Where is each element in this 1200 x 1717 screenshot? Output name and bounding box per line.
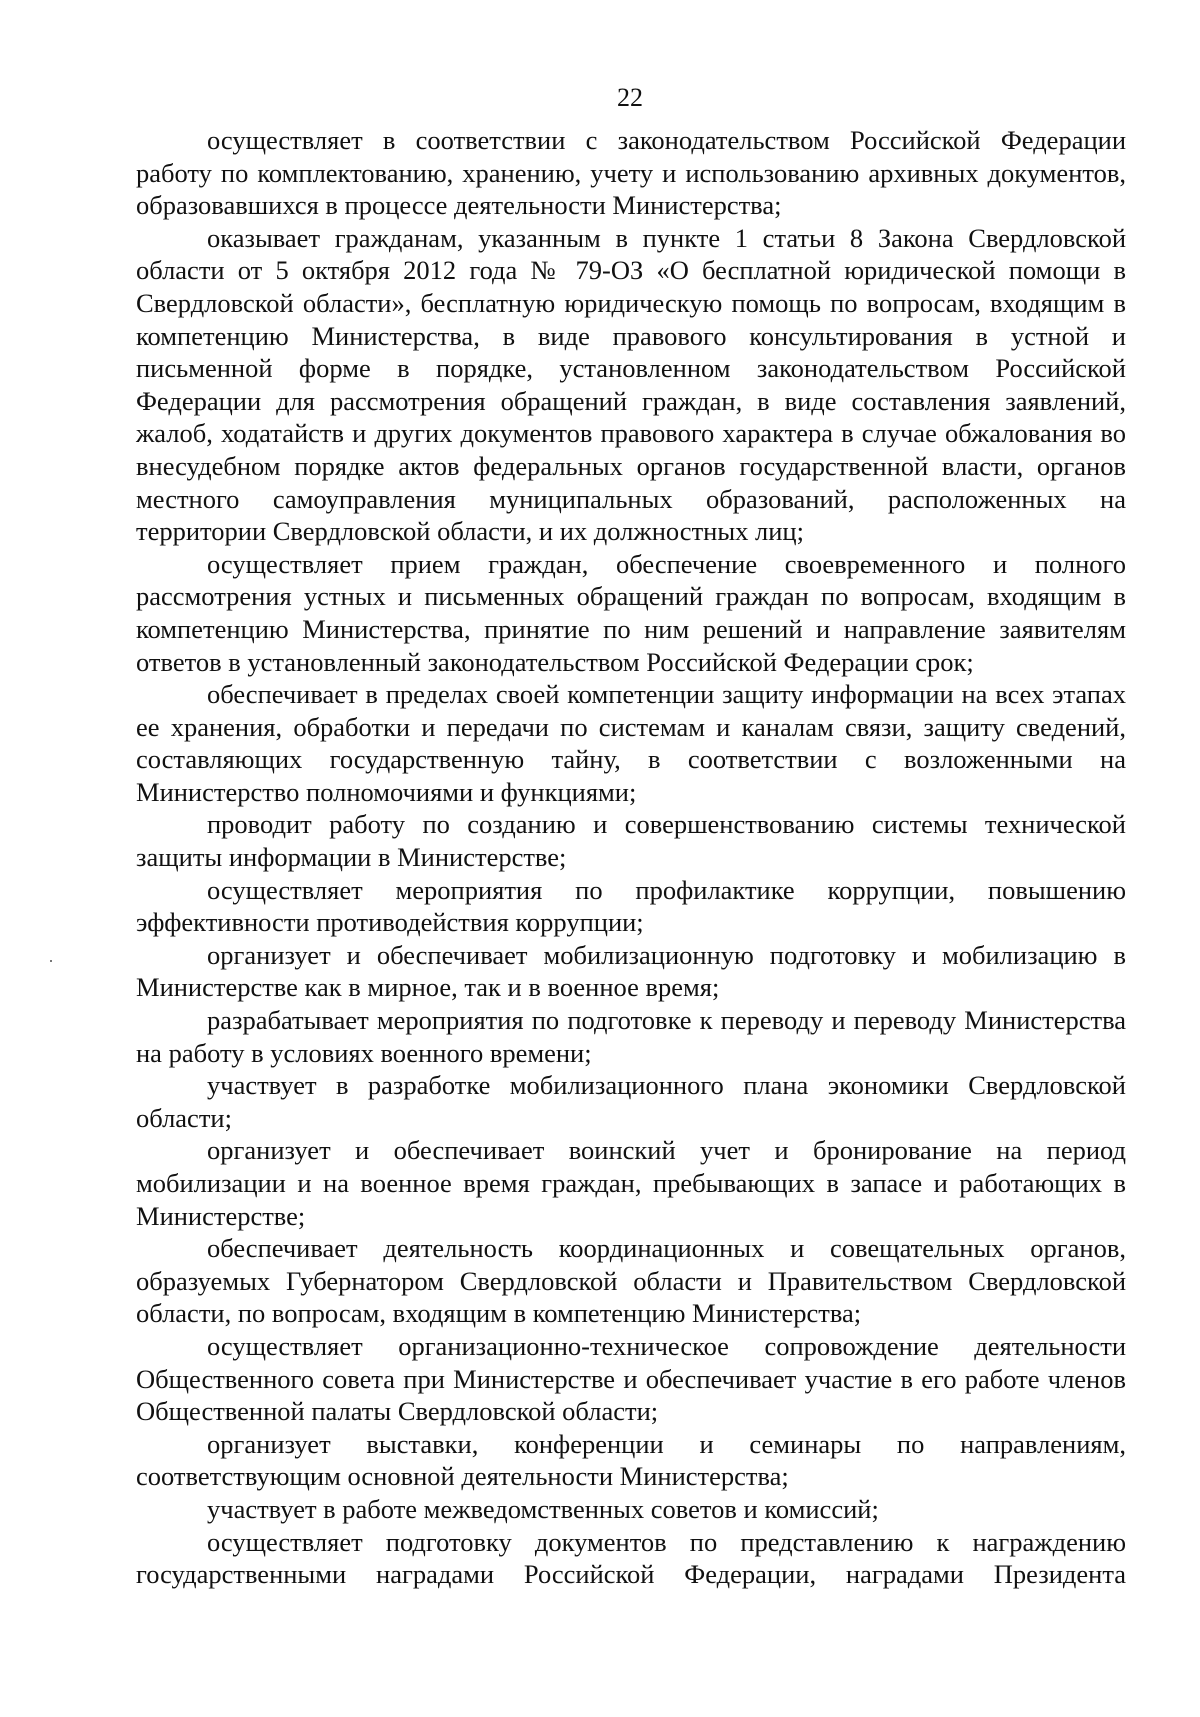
paragraph-free-legal-aid: оказывает гражданам, указанным в пункте 1 статьи 8 Закона Свердловской области от 5 октября 2012 года № 79-ОЗ «О бесплатной юридической помощи в Свердловской области», бесплатную юридическую помощь по вопросам, входящим в компетенцию Министерства, в виде правового консультирования в устной и письменной форме в порядке, установленном законодательством Российской Федерации для рассмотрения обращений граждан, в виде составления заявлений, жалоб, ходатайств и других документов правового характера в случае обжалования во внесудебном порядке актов федеральных органов государственной власти, органов местного самоуправления муниципальных образований, расположенных на территории Свердловской области, и их должностных лиц;: [136, 222, 1126, 547]
paragraph-public-council: осуществляет организационно-техническое сопровождение деятельности Общественного совета при Министерстве и обеспечивает участие в его работе членов Общественной палаты Свердловской области;: [136, 1330, 1126, 1427]
paragraph-information-protection: обеспечивает в пределах своей компетенции защиту информации на всех этапах ее хранения, обработки и передачи по системам и каналам связи, защиту сведений, составляющих государственную тайну, в соответствии с возложенными на Министерство полномочиями и функциями;: [136, 679, 1126, 807]
paragraph-mobilization-plan: участвует в разработке мобилизационного плана экономики Свердловской области;: [136, 1070, 1126, 1133]
paragraph-interagency-councils: участвует в работе межведомственных советов и комиссий;: [207, 1493, 879, 1524]
page-number: 22: [617, 83, 643, 112]
document-body: [136, 124, 1126, 1591]
paragraph-technical-protection: проводит работу по созданию и совершенствованию системы технической защиты информации в Министерстве;: [136, 809, 1126, 873]
paragraph-archive-documents: осуществляет в соответствии с законодательством Российской Федерации работу по комплектованию, хранению, учету и использованию архивных документов, образовавшихся в процессе деятельности Министерства;: [136, 125, 1126, 221]
paragraph-anti-corruption: осуществляет мероприятия по профилактике коррупции, повышению эффективности противодействия коррупции;: [136, 874, 1126, 938]
paragraph-wartime-transfer: разрабатывает мероприятия по подготовке к переводу и переводу Министерства на работу в условиях военного времени;: [136, 1005, 1126, 1068]
paragraph-state-awards: осуществляет подготовку документов по представлению к награждению государственными наградами Российской Федерации, наградами Президента: [136, 1526, 1126, 1590]
paragraph-military-registration: организует и обеспечивает воинский учет и бронирование на период мобилизации и на военное время граждан, пребывающих в запасе и работающих в Министерстве;: [136, 1135, 1126, 1231]
scan-speck: [50, 960, 52, 962]
paragraph-mobilization-training: организует и обеспечивает мобилизационную подготовку и мобилизацию в Министерстве как в мирное, так и в военное время;: [136, 939, 1126, 1003]
paragraph-coordination-bodies: обеспечивает деятельность координационных и совещательных органов, образуемых Губернатором Свердловской области и Правительством Свердловской области, по вопросам, входящим в компетенцию Министерства;: [136, 1233, 1126, 1329]
paragraph-exhibitions: организует выставки, конференции и семинары по направлениям, соответствующим основной деятельности Министерства;: [136, 1428, 1126, 1492]
paragraph-citizen-reception: осуществляет прием граждан, обеспечение своевременного и полного рассмотрения устных и письменных обращений граждан по вопросам, входящим в компетенцию Министерства, принятие по ним решений и направление заявителям ответов в установленный законодательством Российской Федерации срок;: [136, 548, 1126, 677]
